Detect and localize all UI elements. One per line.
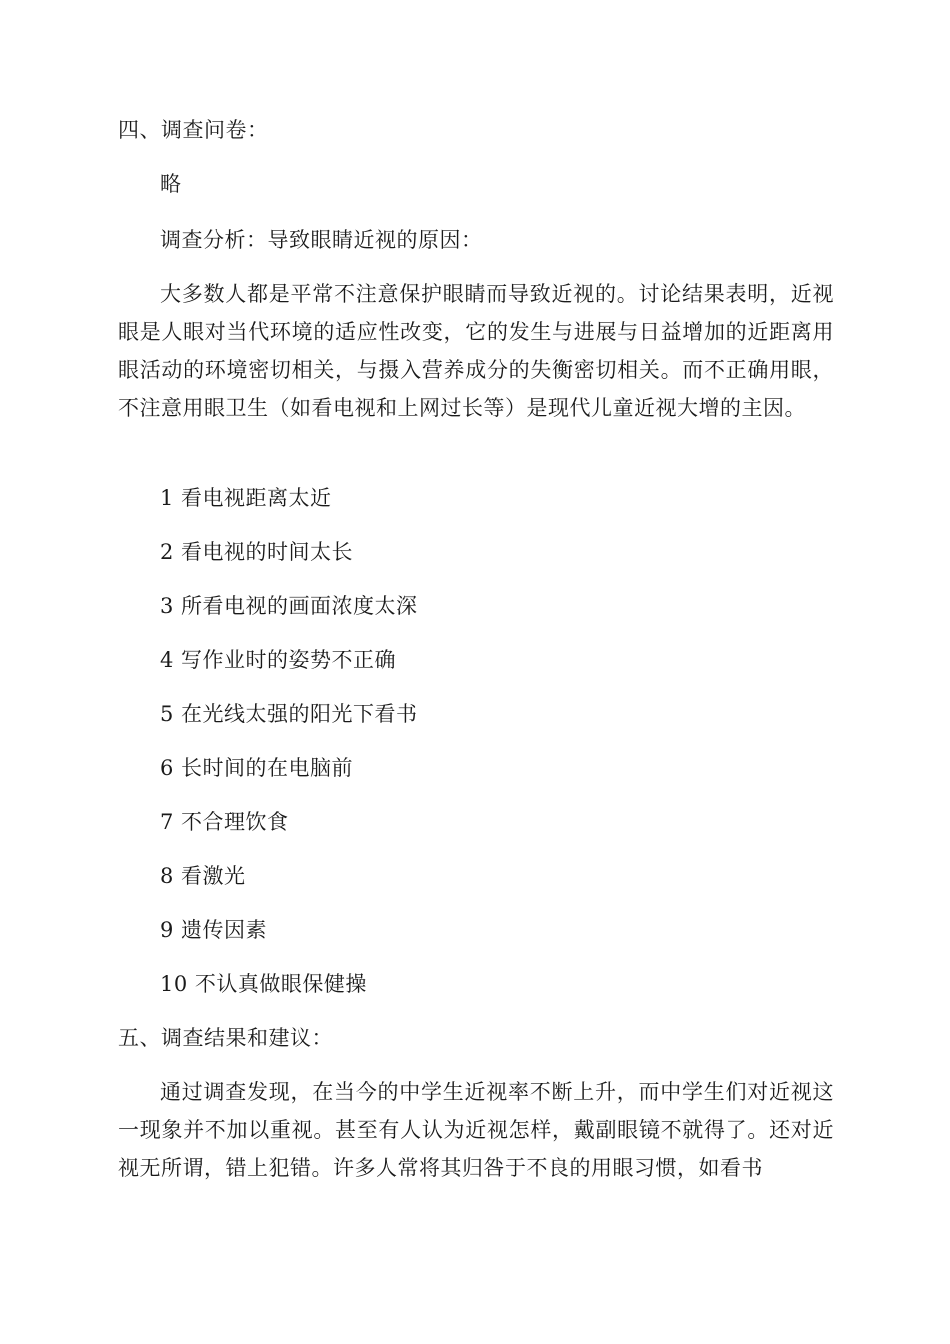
cause-item-7: 7 不合理饮食	[160, 810, 289, 834]
cause-item-10: 10 不认真做眼保健操	[160, 972, 367, 996]
cause-item-2: 2 看电视的时间太长	[160, 540, 354, 564]
cause-item-4: 4 写作业时的姿势不正确	[160, 648, 397, 672]
analysis-title: 调查分析：导致眼睛近视的原因：	[160, 228, 483, 252]
cause-item-8: 8 看激光	[160, 864, 246, 888]
cause-item-5: 5 在光线太强的阳光下看书	[160, 702, 418, 726]
cause-item-9: 9 遗传因素	[160, 918, 268, 942]
analysis-paragraph: 大多数人都是平常不注意保护眼睛而导致近视的。讨论结果表明，近视眼是人眼对当代环境的适应性改变，它的发生与进展与日益增加的近距离用眼活动的环境密切相关，与摄入营养成分的失衡密切相关。而不正确用眼，不注意用眼卫生（如看电视和上网过长等）是现代儿童近视大增的主因。	[118, 282, 834, 420]
cause-item-6: 6 长时间的在电脑前	[160, 756, 354, 780]
section4-heading: 四、调查问卷：	[118, 118, 269, 142]
questionnaire-text: 略	[160, 172, 182, 196]
section5-heading: 五、调查结果和建议：	[118, 1026, 333, 1050]
cause-item-3: 3 所看电视的画面浓度太深	[160, 594, 418, 618]
results-paragraph: 通过调查发现，在当今的中学生近视率不断上升，而中学生们对近视这一现象并不加以重视。甚至有人认为近视怎样，戴副眼镜不就得了。还对近视无所谓，错上犯错。许多人常将其归咎于不良的用眼习惯，如看书	[118, 1080, 834, 1180]
cause-item-1: 1 看电视距离太近	[160, 486, 332, 510]
